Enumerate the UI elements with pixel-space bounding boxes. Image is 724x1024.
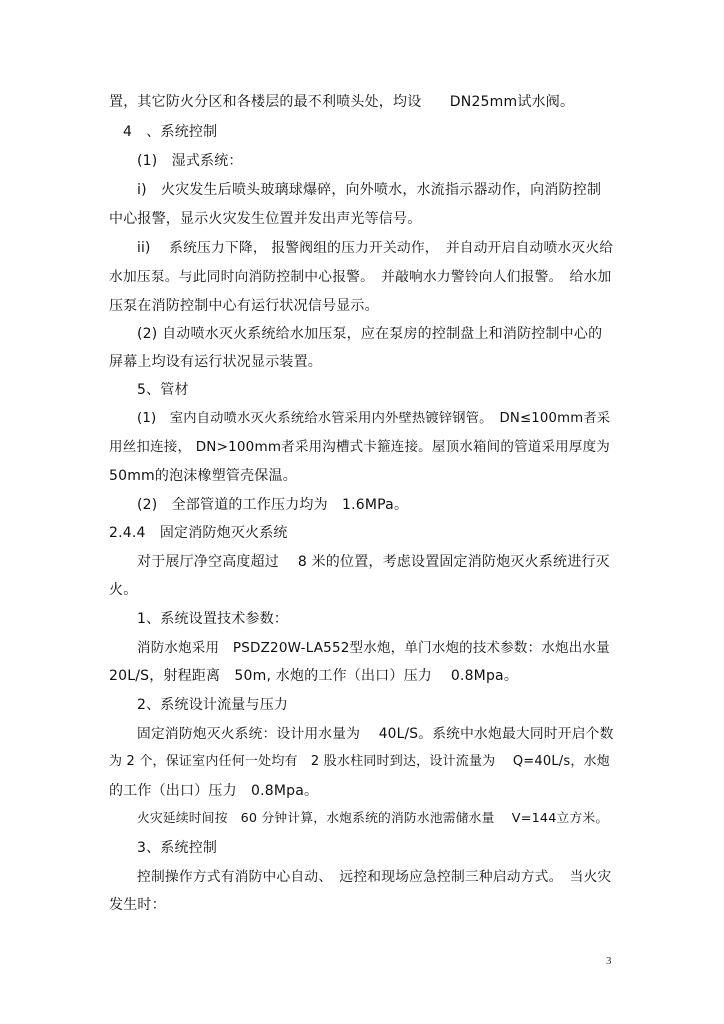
text-line: 消防水炮采用 PSDZ20W-LA552型水炮，单门水炮的技术参数：水炮出水量 [137, 640, 610, 656]
subsection-heading: (1) 湿式系统： [137, 153, 243, 169]
text-line: 固定消防炮灭火系统：设计用水量为 40L/S。系统中水炮最大同时开启个数 [137, 726, 614, 742]
text-line: 水加压泵。与此同时向消防控制中心报警。 并敲响水力警铃向人们报警。 给水加 [109, 269, 612, 285]
text-line: 中心报警，显示火灾发生位置并发出声光等信号。 [109, 211, 422, 227]
text-line: i) 火灾发生后喷头玻璃球爆碎，向外喷水，水流指示器动作，向消防控制 [137, 182, 602, 198]
text-line: 用丝扣连接， DN>100mm者采用沟槽式卡箍连接。屋顶水箱间的管道采用厚度为 [109, 439, 610, 455]
text-line: 置，其它防火分区和各楼层的最不利喷头处，均设 DN25mm试水阀。 [109, 94, 575, 110]
section-heading: 5、管材 [137, 382, 189, 398]
text-line: 火。 [109, 582, 138, 598]
section-heading: 4 、系统控制 [123, 124, 218, 140]
text-line: 发生时： [109, 897, 166, 913]
page-number: 3 [606, 955, 612, 967]
text-line: (2) 全部管道的工作压力均为 1.6MPa。 [137, 497, 409, 513]
text-line: 的工作（出口）压力 0.8Mpa。 [109, 783, 319, 799]
subsection-heading: 2、系统设计流量与压力 [137, 697, 289, 713]
section-heading: 2.4.4 固定消防炮灭火系统 [109, 525, 288, 541]
text-line: 对于展厅净空高度超过 8 米的位置，考虑设置固定消防炮灭火系统进行灭 [137, 554, 610, 570]
text-line: 20L/S，射程距离 50m, 水炮的工作（出口）压力 0.8Mpa。 [109, 668, 519, 684]
subsection-heading: 1、系统设置技术参数： [137, 611, 289, 627]
text-line: 50mm的泡沫橡塑管壳保温。 [109, 468, 297, 484]
text-line: (2) 自动喷水灭火系统给水加压泵，应在泵房的控制盘上和消防控制中心的 [137, 326, 603, 342]
text-line: 为 2 个，保证室内任何一处均有 2 股水柱同时到达，设计流量为 Q=40L/s，水炮 [109, 754, 610, 769]
text-line: ii) 系统压力下降， 报警阀组的压力开关动作， 并自动开启自动喷水灭火给 [137, 240, 614, 256]
text-line: 屏幕上均设有运行状况显示装置。 [109, 354, 322, 370]
subsection-heading: 3、系统控制 [137, 840, 218, 856]
text-line: 火灾延续时间按 60 分钟计算，水炮系统的消防水池需储水量 V=144立方米。 [137, 811, 609, 826]
text-line: 压泵在消防控制中心有运行状况信号显示。 [109, 298, 379, 314]
text-line: 控制操作方式有消防中心自动、 远控和现场应急控制三种启动方式。 当火灾 [137, 869, 612, 885]
text-line: (1) 室内自动喷水灭火系统给水管采用内外壁热镀锌钢管。 DN≤100mm者采 [137, 411, 611, 426]
